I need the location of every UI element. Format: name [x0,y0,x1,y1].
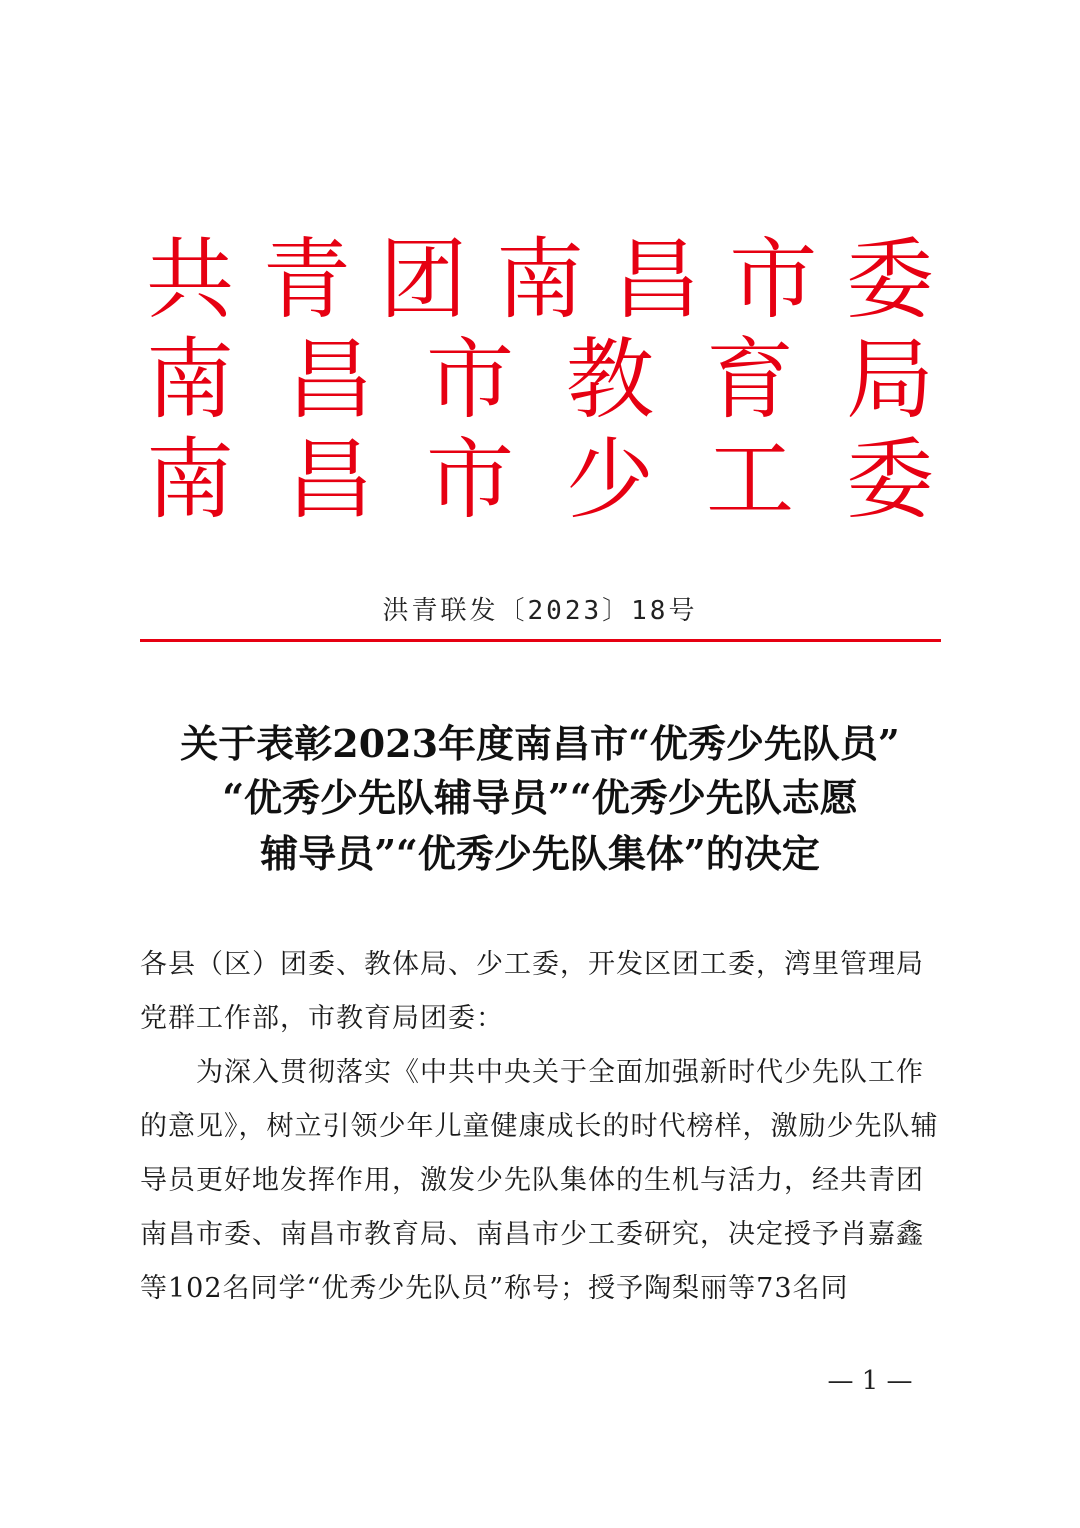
issuer-header-row-1 [140,230,940,330]
header-char: 共 [145,228,234,331]
header-char: 市 [425,328,514,431]
header-char: 市 [729,228,818,331]
header-char: 青 [262,228,351,331]
header-char: 南 [495,228,584,331]
header-char: 少 [565,428,654,531]
header-char: 南 [145,328,234,431]
issuer-header-row-3 [140,430,940,530]
header-char: 委 [845,228,934,331]
title-line-2: “优秀少先队辅导员”“优秀少先队志愿 [222,775,858,820]
title-line-1: 关于表彰2023年度南昌市“优秀少先队员” [180,721,900,766]
page-number: — 1 — [827,1366,913,1396]
addressee: 各县（区）团委、教体局、少工委，开发区团工委，湾里管理局党群工作部，市教育局团委： [140,949,924,1034]
header-char: 昌 [285,328,374,431]
header-char: 昌 [612,228,701,331]
header-char: 工 [705,428,794,531]
header-char: 团 [379,228,468,331]
header-char: 育 [705,328,794,431]
body-paragraph: 为深入贯彻落实《中共中央关于全面加强新时代少先队工作的意见》，树立引领少年儿童健康成长的时代榜样，激励少先队辅导员更好地发挥作用，激发少先队集体的生机与活力，经共青团南昌市委、南昌市教育局、南昌市少工委研究，决定授予肖嘉鑫等102名同学“优秀少先队员”称号；授予陶梨丽等73名同 [140,1057,939,1304]
header-char: 昌 [285,428,374,531]
red-divider [140,639,941,642]
header-char: 教 [565,328,654,431]
issuer-header-row-2 [140,330,940,430]
header-char: 市 [425,428,514,531]
header-char: 委 [845,428,934,531]
header-char: 南 [145,428,234,531]
document-number: 洪青联发〔2023〕18号 [382,596,698,626]
header-char: 局 [845,328,934,431]
title-line-3: 辅导员”“优秀少先队集体”的决定 [260,831,820,876]
